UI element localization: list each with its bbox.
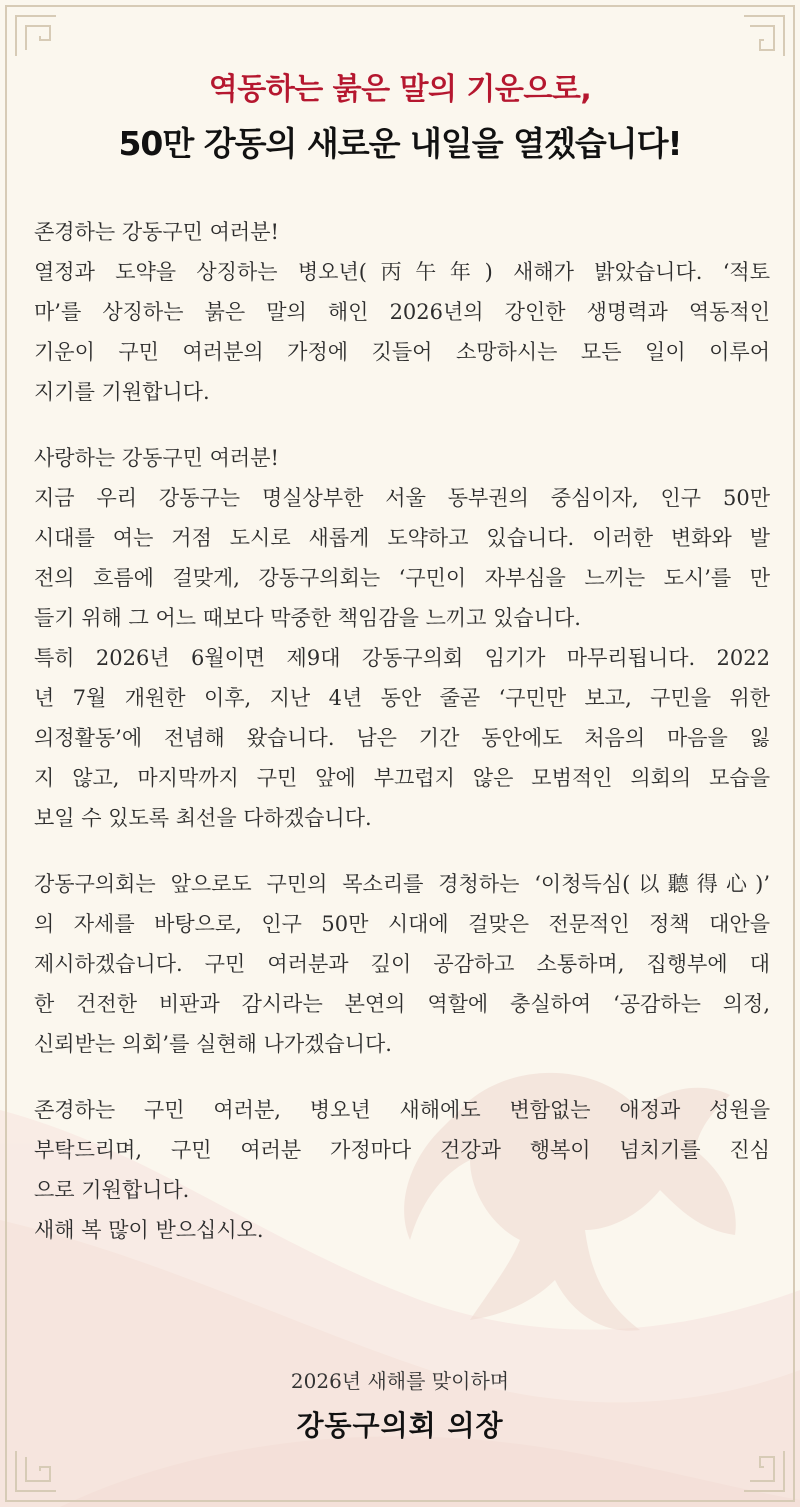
body-line: 부탁드리며, 구민 여러분 가정마다 건강과 행복이 넘치기를 진심 xyxy=(34,1138,770,1162)
body-line: 기운이 구민 여러분의 가정에 깃들어 소망하시는 모든 일이 이루어 xyxy=(34,340,770,364)
body-line: 의정활동’에 전념해 왔습니다. 남은 기간 동안에도 처음의 마음을 잃 xyxy=(34,726,770,750)
paragraph-4 xyxy=(34,1090,770,1250)
body-line: 마’를 상징하는 붉은 말의 해인 2026년의 강인한 생명력과 역동적인 xyxy=(34,300,770,324)
body-line: 존경하는 구민 여러분, 병오년 새해에도 변함없는 애정과 성원을 xyxy=(34,1098,770,1122)
body-line: 의 자세를 바탕으로, 인구 50만 시대에 걸맞은 전문적인 정책 대안을 xyxy=(34,912,770,936)
body-line: 보일 수 있도록 최선을 다하겠습니다. xyxy=(34,806,372,830)
body-line: 시대를 여는 거점 도시로 새롭게 도약하고 있습니다. 이러한 변화와 발 xyxy=(34,526,770,550)
body-line: 한 건전한 비판과 감시라는 본연의 역할에 충실하여 ‘공감하는 의정, xyxy=(34,992,770,1016)
body-line: 신뢰받는 의회’를 실현해 나가겠습니다. xyxy=(34,1032,392,1056)
closing-line: 2026년 새해를 맞이하며 xyxy=(290,1369,510,1393)
body-line: 강동구의회는 앞으로도 구민의 목소리를 경청하는 ‘이청득심(以聽得心)’ xyxy=(34,872,770,896)
headline-line-1: 역동하는 붉은 말의 기운으로, xyxy=(208,72,592,107)
body-line: 열정과 도약을 상징하는 병오년(丙午年) 새해가 밝았습니다. ‘적토 xyxy=(34,260,770,284)
body-line: 으로 기원합니다. xyxy=(34,1178,190,1202)
body-line: 특히 2026년 6월이면 제9대 강동구의회 임기가 마무리됩니다. 2022 xyxy=(34,646,770,670)
body-line: 지 않고, 마지막까지 구민 앞에 부끄럽지 않은 모범적인 의회의 모습을 xyxy=(34,766,770,790)
letter-body xyxy=(34,212,770,1276)
body-line: 제시하겠습니다. 구민 여러분과 깊이 공감하고 소통하며, 집행부에 대 xyxy=(34,952,770,976)
paragraph-1 xyxy=(34,212,770,412)
headline-line-2: 50만 강동의 새로운 내일을 열겠습니다! xyxy=(118,124,682,163)
body-line: 새해 복 많이 받으십시오. xyxy=(34,1218,264,1242)
body-line: 사랑하는 강동구민 여러분! xyxy=(34,446,279,470)
body-line: 들기 위해 그 어느 때보다 막중한 책임감을 느끼고 있습니다. xyxy=(34,606,581,630)
body-line: 지금 우리 강동구는 명실상부한 서울 동부권의 중심이자, 인구 50만 xyxy=(34,486,770,510)
signature-title: 강동구의회 의장 xyxy=(296,1409,504,1442)
body-line: 전의 흐름에 걸맞게, 강동구의회는 ‘구민이 자부심을 느끼는 도시’를 만 xyxy=(34,566,770,590)
paragraph-3 xyxy=(34,864,770,1064)
body-line: 지기를 기원합니다. xyxy=(34,380,210,404)
body-line: 존경하는 강동구민 여러분! xyxy=(34,220,279,244)
body-line: 년 7월 개원한 이후, 지난 4년 동안 줄곧 ‘구민만 보고, 구민을 위한 xyxy=(34,686,770,710)
paragraph-2 xyxy=(34,438,770,838)
